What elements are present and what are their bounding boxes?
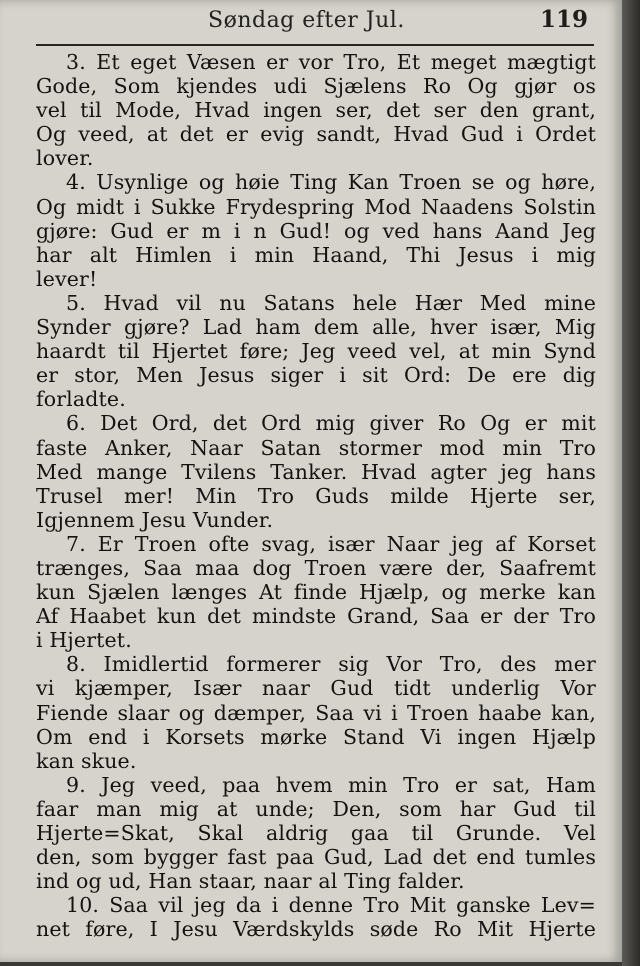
text-line: 9. Jeg veed, paa hvem min Tro er sat, Ham xyxy=(66,772,596,797)
text-line: har alt Himlen i min Haand, Thi Jesus i mig xyxy=(36,242,596,267)
text-line: Synder gjøre? Lad ham dem alle, hver især, Mig xyxy=(36,315,596,340)
text-line: Fiende slaar og dæmper, Saa vi i Troen haabe kan, xyxy=(36,700,596,725)
running-title: Søndag efter Jul. xyxy=(208,8,405,33)
text-line: ind og ud, Han staar, naar al Ting falder. xyxy=(36,869,465,894)
text-line: Med mange Tvilens Tanker. Hvad agter jeg hans xyxy=(36,459,596,484)
text-line: Og veed, at det er evig sandt, Hvad Gud i Ordet xyxy=(36,122,596,147)
text-line: net føre, I Jesu Værdskylds søde Ro Mit Hjerte xyxy=(36,917,596,942)
text-line: kan skue. xyxy=(36,748,137,773)
text-line: 10. Saa vil jeg da i denne Tro Mit ganske Lev= xyxy=(66,893,596,918)
text-line: faar man mig at unde; Den, som har Gud til xyxy=(36,796,596,821)
text-line: haardt til Hjertet føre; Jeg veed vel, at min Synd xyxy=(36,339,596,364)
hymn-text xyxy=(36,50,596,941)
text-line: Igjennem Jesu Vunder. xyxy=(36,507,274,532)
text-line: 6. Det Ord, det Ord mig giver Ro Og er mit xyxy=(66,411,596,436)
text-line: Trusel mer! Min Tro Guds milde Hjerte ser, xyxy=(36,483,596,508)
text-line: 8. Imidlertid formerer sig Vor Tro, des mer xyxy=(66,652,596,677)
text-line: lever! xyxy=(36,266,98,291)
text-line: faste Anker, Naar Satan stormer mod min Tro xyxy=(36,435,596,460)
page-edge xyxy=(622,0,640,966)
header-rule xyxy=(36,44,594,46)
text-line: Af Haabet kun det mindste Grand, Saa er der Tro xyxy=(36,604,596,629)
text-line: 4. Usynlige og høie Ting Kan Troen se og høre, xyxy=(66,170,596,195)
text-line: i Hjertet. xyxy=(36,628,132,653)
text-line: 5. Hvad vil nu Satans hele Hær Med mine xyxy=(66,290,596,315)
page-header xyxy=(40,6,590,36)
text-line: gjøre: Gud er m i n Gud! og ved hans Aand Jeg xyxy=(36,218,596,243)
text-line: forladte. xyxy=(36,387,126,412)
text-line: Hjerte=Skat, Skal aldrig gaa til Grunde. Vel xyxy=(36,821,596,845)
text-line: den, som bygger fast paa Gud, Lad det end tumles xyxy=(36,845,596,870)
text-line: 7. Er Troen ofte svag, især Naar jeg af Korset xyxy=(66,531,596,556)
text-line: kun Sjælen længes At finde Hjælp, og merke kan xyxy=(36,580,596,605)
text-line: Og midt i Sukke Frydespring Mod Naadens Solstin xyxy=(36,194,596,219)
page-number: 119 xyxy=(539,6,588,33)
text-line: 3. Et eget Væsen er vor Tro, Et meget mægtigt xyxy=(66,50,596,74)
text-line: Om end i Korsets mørke Stand Vi ingen Hjælp xyxy=(36,724,596,749)
text-line: Gode, Som kjendes udi Sjælens Ro Og gjør os xyxy=(36,74,596,99)
text-line: trænges, Saa maa dog Troen være der, Saafremt xyxy=(36,555,596,580)
text-line: lover. xyxy=(36,146,94,171)
text-line: er stor, Men Jesus siger i sit Ord: De ere dig xyxy=(36,363,596,388)
text-line: vel til Mode, Hvad ingen ser, det ser den grant, xyxy=(36,98,596,123)
text-line: vi kjæmper, Især naar Gud tidt underlig Vor xyxy=(36,676,596,701)
